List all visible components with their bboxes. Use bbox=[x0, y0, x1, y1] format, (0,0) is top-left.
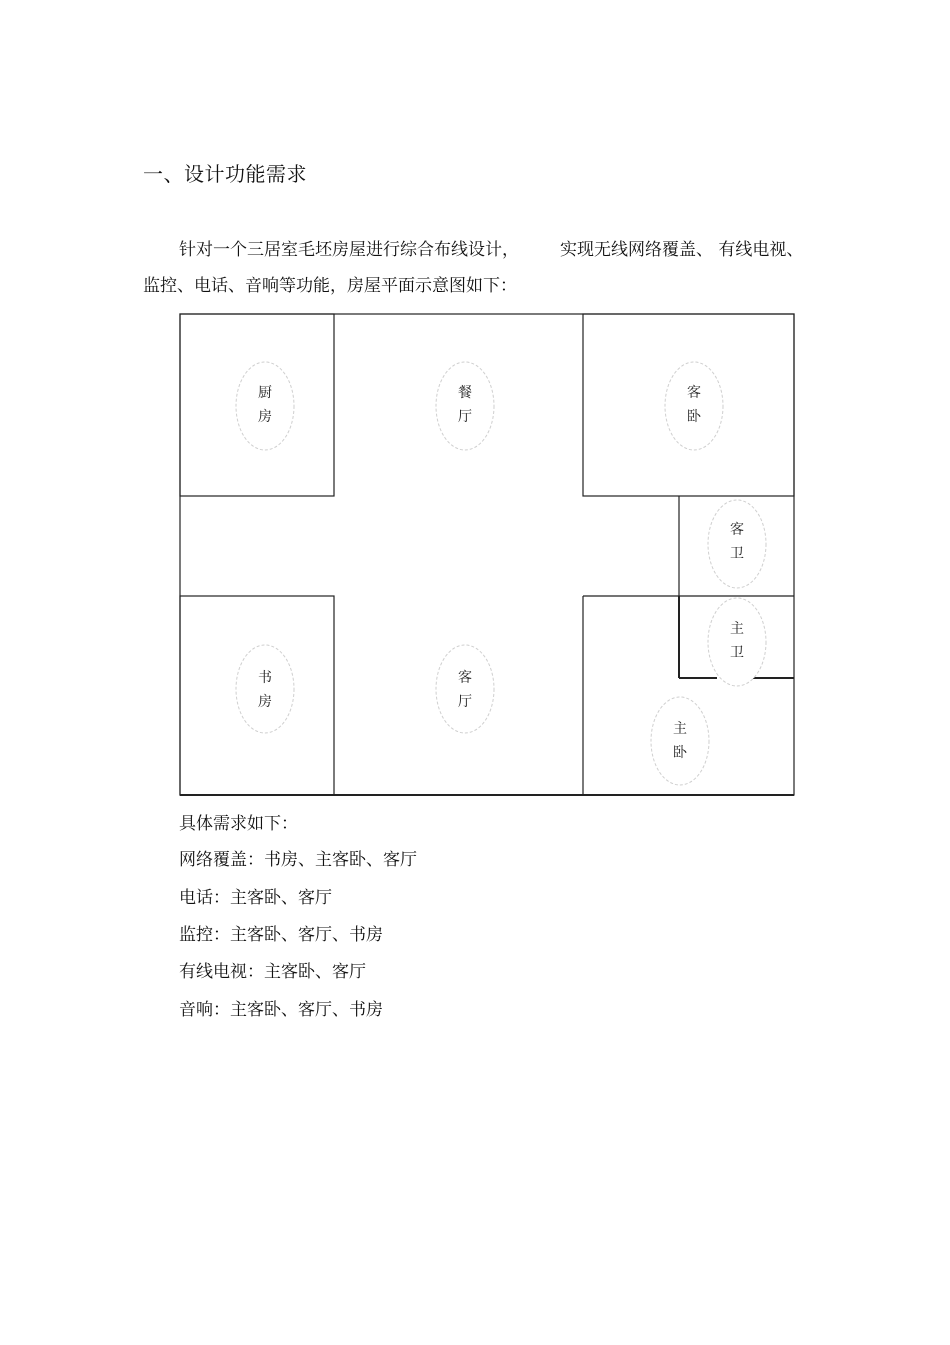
section-heading: 一、设计功能需求 bbox=[143, 162, 307, 186]
kitchen-ellipse bbox=[236, 362, 294, 450]
master-bath-label-1: 主 bbox=[730, 621, 744, 637]
dining-ellipse bbox=[436, 362, 494, 450]
living-label-1: 客 bbox=[458, 670, 472, 686]
requirement-item: 有线电视：主客卧、客厅 bbox=[179, 962, 366, 982]
requirement-item: 监控：主客卧、客厅、书房 bbox=[179, 925, 383, 945]
intro-line-1b: 实现无线网络覆盖、 有线电视、 bbox=[560, 240, 804, 260]
dining-label-2: 厅 bbox=[458, 409, 472, 425]
guest-bedroom-label-1: 客 bbox=[687, 385, 701, 401]
kitchen-label-2: 房 bbox=[258, 409, 272, 425]
guest-bedroom-ellipse bbox=[665, 362, 723, 450]
master-bedroom-label-1: 主 bbox=[673, 721, 687, 737]
guest-bath-label-1: 客 bbox=[730, 522, 744, 538]
master-bedroom-label-2: 卧 bbox=[673, 745, 687, 761]
floor-plan-svg bbox=[179, 313, 795, 797]
intro-line-1a: 针对一个三居室毛坯房屋进行综合布线设计， bbox=[179, 240, 519, 260]
guest-bath-ellipse bbox=[708, 500, 766, 588]
dining-label-1: 餐 bbox=[458, 385, 472, 401]
floor-plan bbox=[179, 313, 795, 797]
requirement-item: 网络覆盖：书房、主客卧、客厅 bbox=[179, 850, 417, 870]
kitchen-label-1: 厨 bbox=[258, 385, 272, 401]
study-label-2: 房 bbox=[258, 694, 272, 710]
requirement-item: 电话：主客卧、客厅 bbox=[179, 888, 332, 908]
master-bedroom-ellipse bbox=[651, 697, 709, 785]
master-bath-ellipse bbox=[708, 598, 766, 686]
guest-bedroom-label-2: 卧 bbox=[687, 409, 701, 425]
study-label-1: 书 bbox=[258, 670, 272, 686]
living-label-2: 厅 bbox=[458, 694, 472, 710]
requirement-item: 音响：主客卧、客厅、书房 bbox=[179, 1000, 383, 1020]
master-bath-label-2: 卫 bbox=[730, 645, 744, 661]
intro-line-2: 监控、电话、音响等功能，房屋平面示意图如下： bbox=[143, 276, 517, 296]
study-ellipse bbox=[236, 645, 294, 733]
guest-bath-label-2: 卫 bbox=[730, 546, 744, 562]
requirements-title: 具体需求如下： bbox=[179, 814, 298, 834]
living-ellipse bbox=[436, 645, 494, 733]
